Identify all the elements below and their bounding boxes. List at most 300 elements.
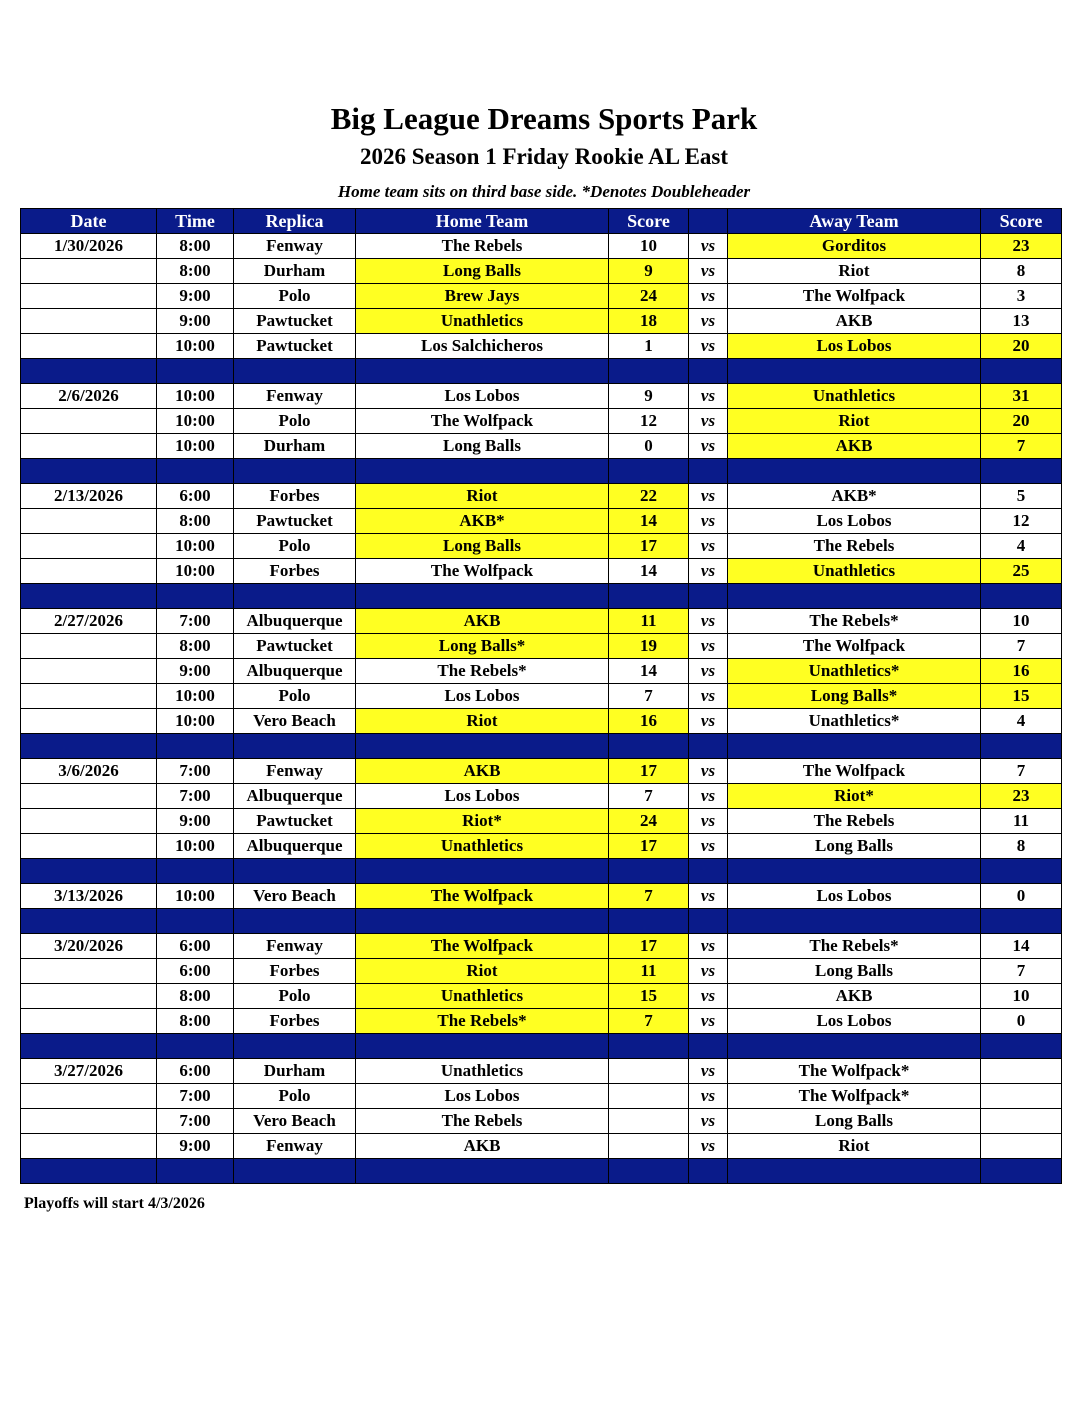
separator-cell [356,459,609,484]
col-header-home-team: Home Team [356,209,609,234]
week-separator-row [21,459,1062,484]
separator-cell [234,909,356,934]
home-score-cell: 1 [609,334,689,359]
vs-cell: vs [689,759,728,784]
home-team-cell: The Wolfpack [356,409,609,434]
date-cell [21,534,157,559]
home-score-cell: 0 [609,434,689,459]
away-team-cell: Unathletics [728,559,981,584]
home-team-cell: AKB* [356,509,609,534]
separator-cell [981,459,1062,484]
time-cell: 10:00 [157,434,234,459]
home-score-cell: 12 [609,409,689,434]
replica-cell: Forbes [234,559,356,584]
replica-cell: Fenway [234,234,356,259]
replica-cell: Fenway [234,1134,356,1159]
separator-cell [157,1034,234,1059]
home-score-cell: 17 [609,534,689,559]
game-row [21,234,1062,259]
time-cell: 10:00 [157,384,234,409]
home-score-cell: 17 [609,934,689,959]
home-team-cell: Los Lobos [356,784,609,809]
home-team-cell: Riot [356,959,609,984]
separator-cell [728,859,981,884]
time-cell: 10:00 [157,559,234,584]
time-cell: 10:00 [157,709,234,734]
date-cell [21,809,157,834]
replica-cell: Forbes [234,959,356,984]
away-team-cell: Los Lobos [728,1009,981,1034]
date-cell [21,334,157,359]
away-score-cell: 10 [981,984,1062,1009]
vs-cell: vs [689,284,728,309]
time-cell: 10:00 [157,334,234,359]
playoffs-note: Playoffs will start 4/3/2026 [24,1195,205,1212]
game-row [21,484,1062,509]
col-header-away-team: Away Team [728,209,981,234]
separator-cell [157,734,234,759]
away-team-cell: AKB [728,309,981,334]
page-title: Big League Dreams Sports Park [330,101,758,136]
date-cell: 3/20/2026 [21,934,157,959]
col-header-date: Date [21,209,157,234]
date-cell [21,259,157,284]
replica-cell: Polo [234,984,356,1009]
game-row [21,759,1062,784]
separator-cell [609,734,689,759]
separator-cell [689,359,728,384]
separator-cell [234,459,356,484]
separator-cell [234,734,356,759]
home-score-cell: 24 [609,809,689,834]
away-team-cell: Unathletics [728,384,981,409]
away-team-cell: Unathletics* [728,709,981,734]
home-score-cell: 7 [609,784,689,809]
separator-cell [609,1159,689,1184]
game-row [21,384,1062,409]
vs-cell: vs [689,559,728,584]
time-cell: 8:00 [157,634,234,659]
replica-cell: Durham [234,259,356,284]
time-cell: 7:00 [157,1109,234,1134]
home-score-cell: 16 [609,709,689,734]
home-team-cell: The Rebels* [356,1009,609,1034]
home-score-cell: 18 [609,309,689,334]
date-cell [21,634,157,659]
replica-cell: Durham [234,1059,356,1084]
separator-cell [689,459,728,484]
separator-cell [609,1034,689,1059]
vs-cell: vs [689,509,728,534]
separator-cell [21,734,157,759]
separator-cell [157,584,234,609]
time-cell: 6:00 [157,484,234,509]
separator-cell [981,1159,1062,1184]
game-row [21,259,1062,284]
home-team-cell: Brew Jays [356,284,609,309]
vs-cell: vs [689,1109,728,1134]
home-score-cell: 14 [609,509,689,534]
separator-cell [609,909,689,934]
home-score-cell: 19 [609,634,689,659]
date-cell: 2/13/2026 [21,484,157,509]
separator-cell [728,1159,981,1184]
home-team-cell: Los Salchicheros [356,334,609,359]
replica-cell: Albuquerque [234,609,356,634]
away-team-cell: Long Balls* [728,684,981,709]
date-cell [21,1134,157,1159]
away-score-cell [981,1084,1062,1109]
home-score-cell [609,1109,689,1134]
home-score-cell: 15 [609,984,689,1009]
separator-cell [689,859,728,884]
away-score-cell: 8 [981,259,1062,284]
away-team-cell: Los Lobos [728,509,981,534]
replica-cell: Pawtucket [234,334,356,359]
time-cell: 8:00 [157,509,234,534]
away-score-cell: 11 [981,809,1062,834]
away-team-cell: AKB* [728,484,981,509]
separator-cell [234,1034,356,1059]
separator-cell [356,584,609,609]
time-cell: 9:00 [157,659,234,684]
home-score-cell: 14 [609,659,689,684]
away-score-cell: 4 [981,534,1062,559]
away-team-cell: AKB [728,984,981,1009]
separator-cell [21,1159,157,1184]
vs-cell: vs [689,659,728,684]
date-cell [21,309,157,334]
away-team-cell: The Rebels* [728,934,981,959]
date-cell: 3/27/2026 [21,1059,157,1084]
separator-cell [609,359,689,384]
date-cell [21,959,157,984]
home-team-cell: AKB [356,759,609,784]
vs-cell: vs [689,259,728,284]
home-team-cell: Unathletics [356,834,609,859]
game-row [21,409,1062,434]
vs-cell: vs [689,534,728,559]
home-score-cell: 10 [609,234,689,259]
date-cell [21,409,157,434]
date-cell: 2/6/2026 [21,384,157,409]
date-cell [21,509,157,534]
away-team-cell: The Wolfpack* [728,1059,981,1084]
separator-cell [356,909,609,934]
time-cell: 9:00 [157,284,234,309]
away-team-cell: Riot* [728,784,981,809]
page-subtitle: 2026 Season 1 Friday Rookie AL East [359,144,729,169]
game-row [21,1059,1062,1084]
schedule-body [21,234,1062,1184]
vs-cell: vs [689,959,728,984]
col-header-replica: Replica [234,209,356,234]
time-cell: 8:00 [157,259,234,284]
replica-cell: Polo [234,1084,356,1109]
away-team-cell: Los Lobos [728,334,981,359]
replica-cell: Forbes [234,1009,356,1034]
home-team-cell: Long Balls* [356,634,609,659]
replica-cell: Polo [234,534,356,559]
separator-cell [157,1159,234,1184]
time-cell: 9:00 [157,1134,234,1159]
game-row [21,509,1062,534]
game-row [21,809,1062,834]
away-score-cell: 10 [981,609,1062,634]
away-team-cell: The Rebels [728,809,981,834]
replica-cell: Pawtucket [234,809,356,834]
separator-cell [728,459,981,484]
away-team-cell: Riot [728,409,981,434]
doubleheader-note: Home team sits on third base side. *Denotes Doubleheader [337,182,751,201]
vs-cell: vs [689,234,728,259]
replica-cell: Pawtucket [234,309,356,334]
game-row [21,534,1062,559]
away-score-cell: 4 [981,709,1062,734]
home-team-cell: Long Balls [356,259,609,284]
replica-cell: Polo [234,284,356,309]
vs-cell: vs [689,609,728,634]
replica-cell: Albuquerque [234,834,356,859]
away-score-cell: 20 [981,334,1062,359]
away-team-cell: AKB [728,434,981,459]
away-team-cell: Riot [728,1134,981,1159]
date-cell [21,1109,157,1134]
home-score-cell: 7 [609,1009,689,1034]
replica-cell: Durham [234,434,356,459]
vs-cell: vs [689,1059,728,1084]
away-score-cell: 14 [981,934,1062,959]
separator-cell [728,584,981,609]
week-separator-row [21,909,1062,934]
game-row [21,559,1062,584]
home-score-cell: 11 [609,959,689,984]
away-team-cell: Unathletics* [728,659,981,684]
replica-cell: Fenway [234,934,356,959]
separator-cell [728,359,981,384]
col-header-away-score: Score [981,209,1062,234]
game-row [21,659,1062,684]
away-score-cell: 7 [981,759,1062,784]
separator-cell [356,1034,609,1059]
replica-cell: Fenway [234,384,356,409]
separator-cell [728,1034,981,1059]
game-row [21,309,1062,334]
separator-cell [21,1034,157,1059]
separator-cell [21,359,157,384]
date-cell [21,284,157,309]
away-team-cell: Long Balls [728,1109,981,1134]
away-team-cell: The Rebels [728,534,981,559]
separator-cell [981,859,1062,884]
home-team-cell: Unathletics [356,1059,609,1084]
game-row [21,284,1062,309]
time-cell: 7:00 [157,1084,234,1109]
away-team-cell: Gorditos [728,234,981,259]
separator-cell [728,909,981,934]
separator-cell [609,859,689,884]
separator-cell [21,859,157,884]
replica-cell: Albuquerque [234,659,356,684]
home-score-cell: 7 [609,684,689,709]
home-team-cell: The Wolfpack [356,884,609,909]
game-row [21,609,1062,634]
away-score-cell: 23 [981,784,1062,809]
away-score-cell: 31 [981,384,1062,409]
away-score-cell: 5 [981,484,1062,509]
away-score-cell: 12 [981,509,1062,534]
replica-cell: Polo [234,684,356,709]
separator-cell [728,734,981,759]
time-cell: 6:00 [157,1059,234,1084]
time-cell: 8:00 [157,234,234,259]
separator-cell [981,584,1062,609]
away-team-cell: The Wolfpack [728,284,981,309]
separator-cell [356,1159,609,1184]
home-score-cell: 14 [609,559,689,584]
separator-cell [356,734,609,759]
away-team-cell: Long Balls [728,834,981,859]
game-row [21,884,1062,909]
col-header-home-score: Score [609,209,689,234]
away-score-cell: 0 [981,884,1062,909]
away-score-cell: 0 [981,1009,1062,1034]
game-row [21,1134,1062,1159]
vs-cell: vs [689,934,728,959]
time-cell: 8:00 [157,984,234,1009]
separator-cell [21,909,157,934]
home-team-cell: Los Lobos [356,384,609,409]
home-team-cell: Unathletics [356,309,609,334]
header-row [21,209,1062,234]
home-team-cell: AKB [356,1134,609,1159]
time-cell: 9:00 [157,309,234,334]
col-header-vs [689,209,728,234]
date-cell [21,559,157,584]
date-cell [21,984,157,1009]
game-row [21,1109,1062,1134]
separator-cell [981,909,1062,934]
time-cell: 8:00 [157,1009,234,1034]
away-score-cell: 16 [981,659,1062,684]
replica-cell: Vero Beach [234,1109,356,1134]
time-cell: 7:00 [157,784,234,809]
replica-cell: Pawtucket [234,634,356,659]
vs-cell: vs [689,434,728,459]
vs-cell: vs [689,484,728,509]
away-score-cell: 23 [981,234,1062,259]
separator-cell [689,1159,728,1184]
time-cell: 9:00 [157,809,234,834]
time-cell: 6:00 [157,959,234,984]
away-team-cell: The Wolfpack [728,634,981,659]
replica-cell: Polo [234,409,356,434]
week-separator-row [21,859,1062,884]
away-score-cell [981,1109,1062,1134]
separator-cell [157,909,234,934]
away-score-cell: 13 [981,309,1062,334]
away-score-cell: 7 [981,434,1062,459]
time-cell: 6:00 [157,934,234,959]
home-score-cell: 17 [609,759,689,784]
replica-cell: Vero Beach [234,884,356,909]
away-score-cell: 7 [981,959,1062,984]
home-team-cell: Long Balls [356,534,609,559]
separator-cell [356,359,609,384]
time-cell: 10:00 [157,834,234,859]
away-score-cell: 8 [981,834,1062,859]
col-header-time: Time [157,209,234,234]
week-separator-row [21,734,1062,759]
game-row [21,834,1062,859]
date-cell [21,434,157,459]
date-cell: 2/27/2026 [21,609,157,634]
schedule-table [20,208,1062,1184]
separator-cell [234,859,356,884]
vs-cell: vs [689,709,728,734]
game-row [21,634,1062,659]
separator-cell [234,584,356,609]
week-separator-row [21,359,1062,384]
time-cell: 10:00 [157,884,234,909]
game-row [21,784,1062,809]
home-score-cell: 17 [609,834,689,859]
game-row [21,959,1062,984]
away-team-cell: Los Lobos [728,884,981,909]
home-team-cell: Los Lobos [356,684,609,709]
vs-cell: vs [689,784,728,809]
game-row [21,684,1062,709]
week-separator-row [21,584,1062,609]
home-score-cell [609,1059,689,1084]
home-team-cell: AKB [356,609,609,634]
home-score-cell [609,1084,689,1109]
separator-cell [157,859,234,884]
separator-cell [234,1159,356,1184]
home-team-cell: The Rebels* [356,659,609,684]
date-cell [21,709,157,734]
vs-cell: vs [689,984,728,1009]
time-cell: 7:00 [157,609,234,634]
date-cell [21,834,157,859]
date-cell: 3/6/2026 [21,759,157,784]
week-separator-row [21,1159,1062,1184]
away-team-cell: The Wolfpack [728,759,981,784]
home-team-cell: Los Lobos [356,1084,609,1109]
replica-cell: Fenway [234,759,356,784]
separator-cell [981,1034,1062,1059]
vs-cell: vs [689,1084,728,1109]
away-score-cell: 15 [981,684,1062,709]
home-team-cell: The Rebels [356,234,609,259]
away-score-cell: 3 [981,284,1062,309]
vs-cell: vs [689,884,728,909]
date-cell [21,1009,157,1034]
away-score-cell: 20 [981,409,1062,434]
vs-cell: vs [689,834,728,859]
away-score-cell: 25 [981,559,1062,584]
date-cell: 1/30/2026 [21,234,157,259]
vs-cell: vs [689,1009,728,1034]
home-team-cell: Long Balls [356,434,609,459]
home-team-cell: Riot [356,709,609,734]
game-row [21,1009,1062,1034]
separator-cell [689,909,728,934]
separator-cell [981,359,1062,384]
vs-cell: vs [689,634,728,659]
date-cell [21,784,157,809]
game-row [21,334,1062,359]
